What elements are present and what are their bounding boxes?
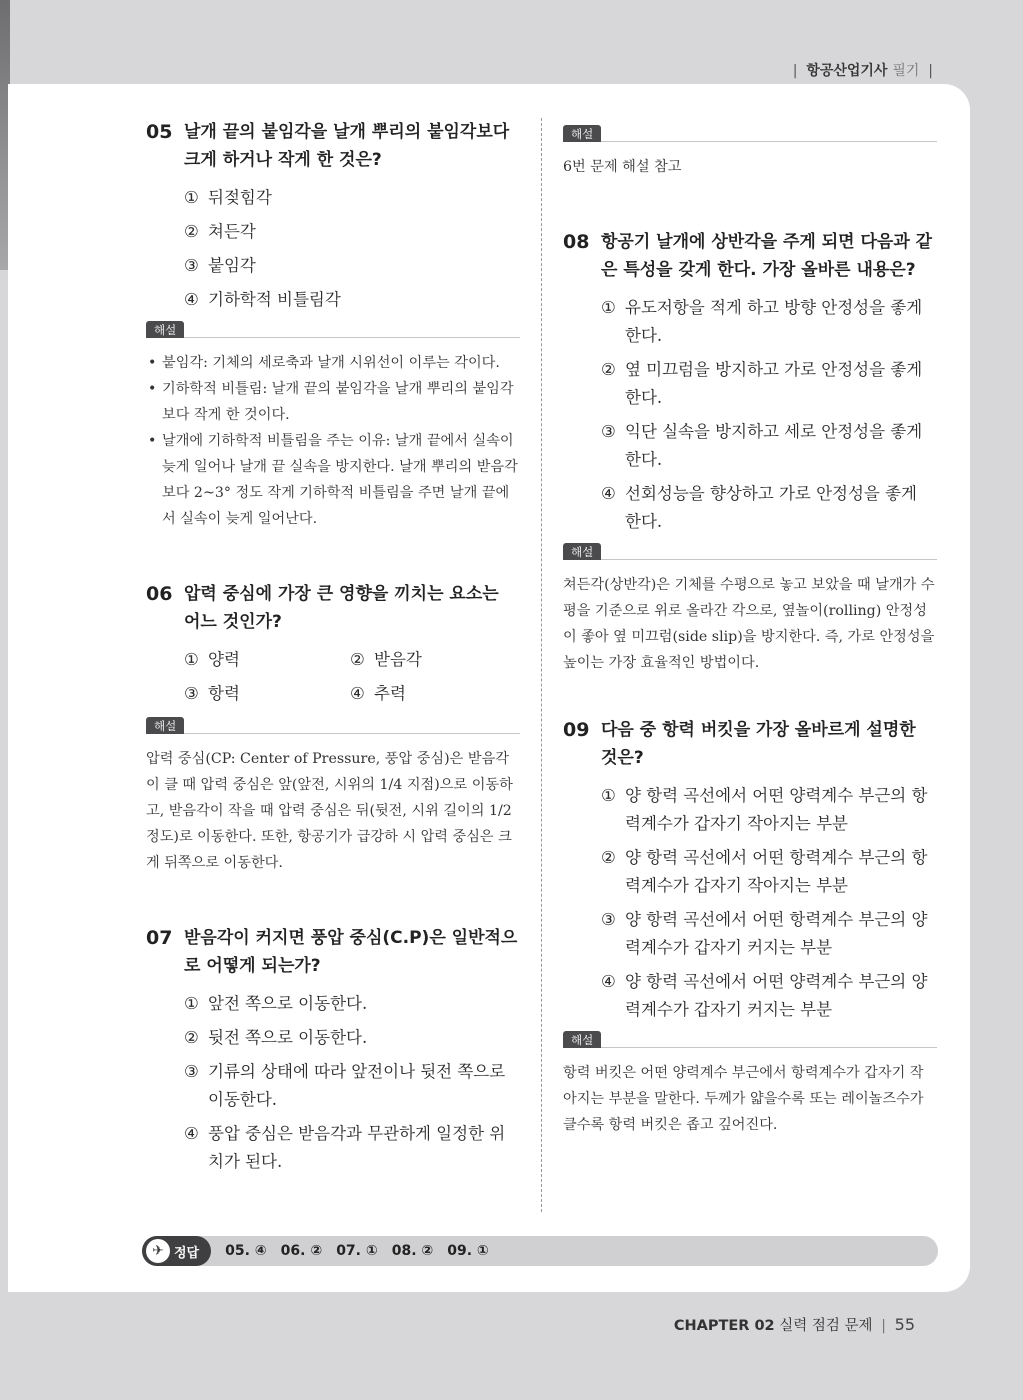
- running-header: [789, 60, 937, 80]
- explanation-header: [146, 320, 520, 338]
- answer-bar: [142, 1236, 938, 1266]
- option: ② 옆 미끄럼을 방지하고 가로 안정성을 좋게 한다.: [601, 360, 923, 407]
- explanation-bullet: • 날개에 기하학적 비틀림을 주는 이유: 날개 끝에서 실속이 늦게 일어나 날개 끝 실속을 방지한다. 날개 뿌리의 받음각보다 2~3° 정도 작게 기하학적 비틀림을 주면 날개 끝에서 실속이 늦게 일어난다.: [146, 428, 520, 532]
- explanation-tag: 해설: [146, 321, 184, 338]
- question-text: 압력 중심에 가장 큰 영향을 끼치는 요소는 어느 것인가?: [184, 584, 499, 632]
- answer-item: 07. ①: [336, 1243, 378, 1259]
- explanation-tag: 해설: [563, 543, 601, 560]
- airplane-icon: ✈: [146, 1239, 170, 1263]
- book-title: 항공산업기사: [806, 63, 888, 79]
- question-text: 날개 끝의 붙임각을 날개 뿌리의 붙임각보다 크게 하거나 작게 한 것은?: [184, 122, 510, 170]
- header-bar-left: |: [792, 63, 798, 79]
- question-07: [146, 924, 520, 980]
- option: ② 쳐든각: [184, 222, 256, 241]
- option: ② 양 항력 곡선에서 어떤 항력계수 부근의 항력계수가 갑자기 작아지는 부분: [601, 848, 928, 895]
- option: ② 뒷전 쪽으로 이동한다.: [184, 1028, 368, 1047]
- right-column: [563, 118, 937, 1138]
- option: ① 양 항력 곡선에서 어떤 양력계수 부근의 항력계수가 갑자기 작아지는 부분: [601, 786, 928, 833]
- answer-item: 06. ②: [280, 1243, 323, 1259]
- page-footer: [674, 1314, 915, 1335]
- options-06: [146, 646, 520, 708]
- explanation-tag: 해설: [146, 717, 184, 734]
- option: ① 앞전 쪽으로 이동한다.: [184, 994, 368, 1013]
- option: ④ 기하학적 비틀림각: [184, 290, 341, 309]
- question-number: 06: [146, 583, 173, 605]
- explanation-06: 압력 중심(CP: Center of Pressure, 풍압 중심)은 받음각이 클 때 압력 중심은 앞(앞전, 시위의 1/4 지점)으로 이동하고, 받음각이 작을 때 압력 중심은 뒤(뒷전, 시위 길이의 1/2 정도)로 이동한다. 또한, 항공기가 급강하 시 압력 중심은 크게 뒤쪽으로 이동한다.: [146, 751, 513, 871]
- option: ③ 익단 실속을 방지하고 세로 안정성을 좋게 한다.: [601, 422, 923, 469]
- options-05: [146, 184, 520, 314]
- question-number: 08: [563, 231, 590, 253]
- explanation-05: [146, 350, 520, 532]
- option: ① 뒤젖힘각: [184, 188, 272, 207]
- option: ④ 선회성능을 향상하고 가로 안정성을 좋게 한다.: [601, 484, 917, 531]
- explanation-bullet: • 붙임각: 기체의 세로축과 날개 시위선이 이루는 각이다.: [146, 350, 520, 376]
- option: ③ 양 항력 곡선에서 어떤 항력계수 부근의 양력계수가 갑자기 커지는 부분: [601, 910, 928, 957]
- option: ② 받음각: [350, 650, 422, 669]
- explanation-bullet: • 기하학적 비틀림: 날개 끝의 붙임각을 날개 뿌리의 붙임각보다 작게 한 것이다.: [146, 376, 520, 428]
- explanation-tag: 해설: [563, 125, 601, 142]
- question-05: [146, 118, 520, 174]
- options-07: [146, 990, 520, 1176]
- option: ③ 항력: [184, 684, 240, 703]
- question-text: 다음 중 항력 버킷을 가장 올바르게 설명한 것은?: [601, 720, 916, 768]
- question-number: 09: [563, 719, 590, 741]
- explanation-07: 6번 문제 해설 참고: [563, 159, 682, 175]
- option: ③ 붙임각: [184, 256, 256, 275]
- explanation-09: 항력 버킷은 어떤 양력계수 부근에서 항력계수가 갑자기 작아지는 부분을 말한다. 두께가 얇을수록 또는 레이놀즈수가 클수록 항력 버킷은 좁고 깊어진다.: [563, 1065, 924, 1133]
- question-text: 항공기 날개에 상반각을 주게 되면 다음과 같은 특성을 갖게 한다. 가장 올바른 내용은?: [601, 232, 933, 280]
- column-divider: [541, 118, 542, 1212]
- explanation-header: [146, 716, 520, 734]
- question-text: 받음각이 커지면 풍압 중심(C.P)은 일반적으로 어떻게 되는가?: [184, 928, 518, 976]
- options-09: [563, 782, 937, 1024]
- question-06: [146, 580, 520, 636]
- question-08: [563, 228, 937, 284]
- option: ③ 기류의 상태에 따라 앞전이나 뒷전 쪽으로 이동한다.: [184, 1062, 506, 1109]
- option: ① 양력: [184, 650, 240, 669]
- answer-item: 05. ④: [225, 1243, 267, 1259]
- left-column: [146, 118, 520, 1182]
- option: ④ 풍압 중심은 받음각과 무관하게 일정한 위치가 된다.: [184, 1124, 506, 1171]
- chapter-title: 실력 점검 문제: [779, 1318, 873, 1334]
- option: ④ 양 항력 곡선에서 어떤 양력계수 부근의 양력계수가 갑자기 커지는 부분: [601, 972, 928, 1019]
- answer-label: 정답: [174, 1245, 200, 1261]
- explanation-header: [563, 542, 937, 560]
- header-bar-right: |: [928, 63, 933, 79]
- chapter-label: CHAPTER 02: [673, 1318, 775, 1334]
- explanation-tag: 해설: [563, 1031, 601, 1048]
- book-subtitle: 필기: [892, 63, 920, 79]
- option: ① 유도저항을 적게 하고 방향 안정성을 좋게 한다.: [601, 298, 923, 345]
- question-number: 07: [146, 927, 173, 949]
- option: ④ 추력: [350, 684, 406, 703]
- explanation-08: 쳐든각(상반각)은 기체를 수평으로 놓고 보았을 때 날개가 수평을 기준으로 위로 올라간 각으로, 옆놀이(rolling) 안정성이 좋아 옆 미끄럼(side slip)을 방지한다. 즉, 가로 안정성을 높이는 가장 효율적인 방법이다.: [563, 577, 935, 671]
- page-number: 55: [894, 1315, 915, 1334]
- question-number: 05: [146, 121, 173, 143]
- answer-item: 09. ①: [447, 1243, 489, 1259]
- footer-separator: |: [881, 1318, 887, 1334]
- explanation-header: [563, 124, 937, 142]
- answer-badge: [142, 1236, 211, 1266]
- answer-item: 08. ②: [391, 1243, 434, 1259]
- explanation-header: [563, 1030, 937, 1048]
- options-08: [563, 294, 937, 536]
- question-09: [563, 716, 937, 772]
